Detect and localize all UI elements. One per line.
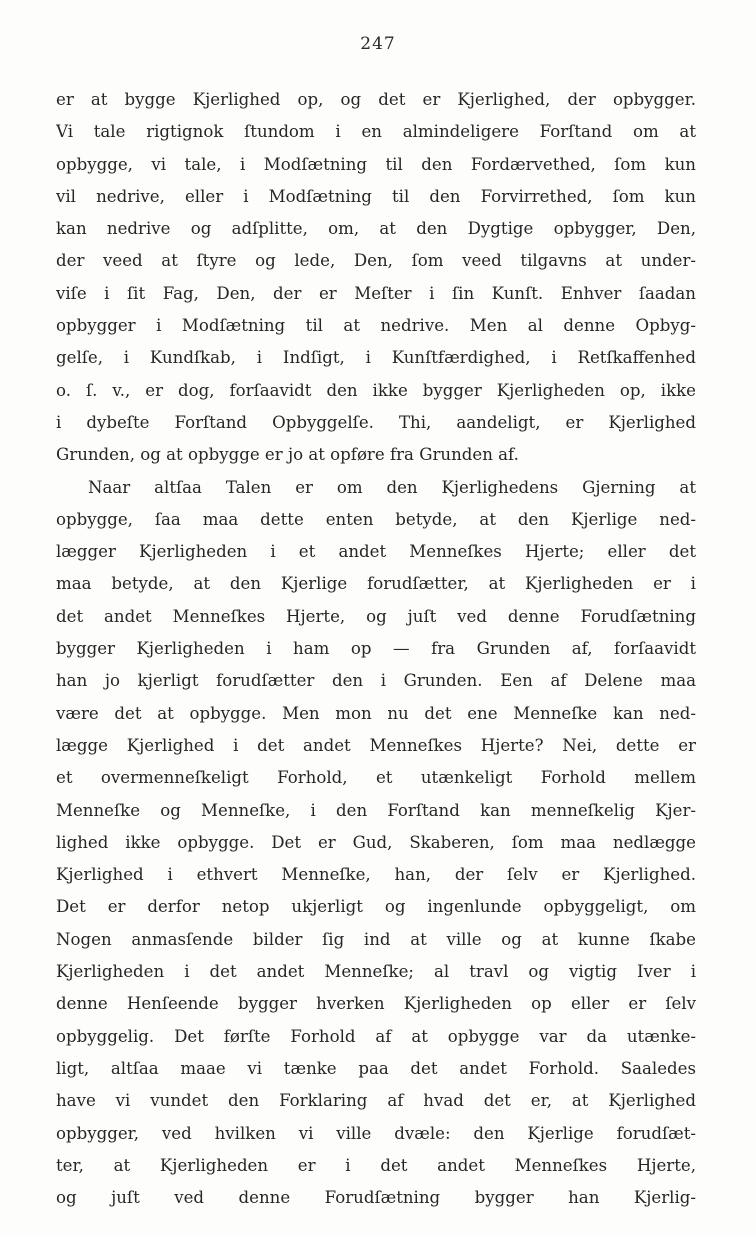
text-line: denne Henſeende bygger hverken Kjerligheden op eller er ſelv bbox=[56, 994, 696, 1014]
body-text bbox=[56, 84, 696, 1214]
text-line: i dybeſte Forſtand Opbyggelſe. Thi, aandeligt, er Kjerlighed bbox=[56, 412, 696, 432]
text-line: have vi vundet den Forklaring af hvad det er, at Kjerlighed bbox=[56, 1091, 696, 1111]
text-line: kan nedrive og adſplitte, om, at den Dygtige opbygger, Den, bbox=[56, 219, 696, 239]
text-line: han jo kjerligt forudſætter den i Grunden. Een af Delene maa bbox=[56, 671, 696, 691]
text-line: opbygger i Modſætning til at nedrive. Men al denne Opbyg- bbox=[56, 316, 696, 336]
text-line: et overmenneſkeligt Forhold, et utænkeligt Forhold mellem bbox=[56, 768, 696, 788]
text-line: gelſe, i Kundſkab, i Indſigt, i Kunſtfærdighed, i Retſkaffenhed bbox=[56, 348, 696, 368]
text-line: Grunden, og at opbygge er jo at opføre fra Grunden af. bbox=[56, 445, 519, 465]
text-line: opbygge, ſaa maa dette enten betyde, at den Kjerlige ned- bbox=[56, 509, 696, 529]
text-line: maa betyde, at den Kjerlige forudſætter, at Kjerligheden er i bbox=[56, 574, 696, 594]
text-line: Kjerlighed i ethvert Menneſke, han, der ſelv er Kjerlighed. bbox=[56, 865, 696, 885]
text-line: vil nedrive, eller i Modſætning til den Forvirrethed, ſom kun bbox=[56, 186, 696, 206]
text-line: ligt, altſaa maae vi tænke paa det andet Forhold. Saaledes bbox=[56, 1058, 696, 1078]
text-line: Nogen anmasſende bilder ſig ind at ville og at kunne ſkabe bbox=[56, 929, 696, 949]
text-line: Det er derfor netop ukjerligt og ingenlunde opbyggeligt, om bbox=[56, 897, 696, 917]
text-line: der veed at ſtyre og lede, Den, ſom veed tilgavns at under- bbox=[56, 251, 696, 271]
text-line: lægge Kjerlighed i det andet Menneſkes Hjerte? Nei, dette er bbox=[56, 735, 696, 755]
text-line: opbygger, ved hvilken vi ville dvæle: den Kjerlige forudſæt- bbox=[56, 1123, 696, 1143]
text-line: viſe i ſit Fag, Den, der er Meſter i ſin Kunſt. Enhver ſaadan bbox=[56, 283, 696, 303]
page-number: 247 bbox=[360, 34, 396, 54]
text-line: ter, at Kjerligheden er i det andet Menneſkes Hjerte, bbox=[56, 1155, 696, 1175]
text-line: opbyggelig. Det førſte Forhold af at opbygge var da utænke- bbox=[56, 1026, 696, 1046]
text-line: og juſt ved denne Forudſætning bygger han Kjerlig- bbox=[56, 1188, 696, 1208]
text-line: lighed ikke opbygge. Det er Gud, Skaberen, ſom maa nedlægge bbox=[56, 832, 696, 852]
text-line: opbygge, vi tale, i Modſætning til den Fordærvethed, ſom kun bbox=[56, 154, 696, 174]
text-line: bygger Kjerligheden i ham op — fra Grunden af, forſaavidt bbox=[56, 639, 696, 659]
text-line: Kjerligheden i det andet Menneſke; al travl og vigtig Iver i bbox=[56, 962, 696, 982]
text-line: Vi tale rigtignok ſtundom i en almindeligere Forſtand om at bbox=[56, 122, 696, 142]
text-line: det andet Menneſkes Hjerte, og juſt ved denne Forudſætning bbox=[56, 606, 696, 626]
text-line: er at bygge Kjerlighed op, og det er Kjerlighed, der opbygger. bbox=[56, 90, 696, 109]
text-line: Menneſke og Menneſke, i den Forſtand kan menneſkelig Kjer- bbox=[56, 800, 696, 820]
text-line: o. ſ. v., er dog, forſaavidt den ikke bygger Kjerligheden op, ikke bbox=[56, 380, 696, 400]
text-line: være det at opbygge. Men mon nu det ene Menneſke kan ned- bbox=[56, 703, 696, 723]
text-line: lægger Kjerligheden i et andet Menneſkes Hjerte; eller det bbox=[56, 542, 696, 562]
text-line: Naar altſaa Talen er om den Kjerlighedens Gjerning at bbox=[88, 477, 696, 497]
